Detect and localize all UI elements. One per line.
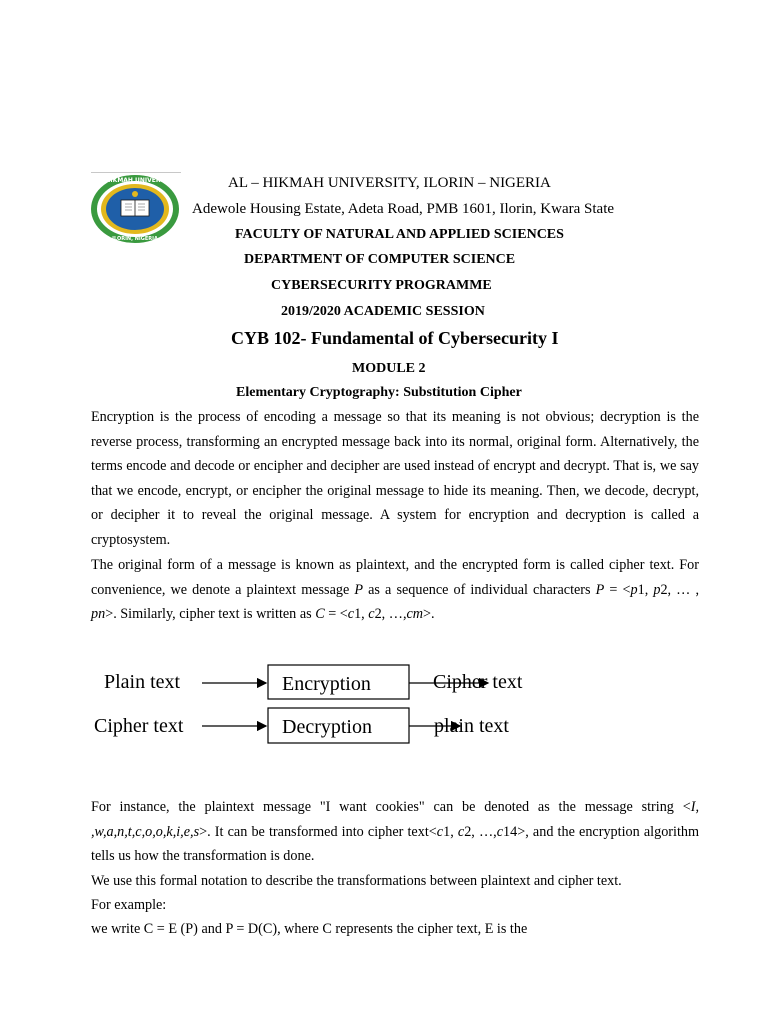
faculty-title: FACULTY OF NATURAL AND APPLIED SCIENCES (235, 227, 564, 242)
diagram-decryption-label: Decryption (282, 716, 372, 738)
diagram-cipher-text-label: Cipher text (94, 715, 184, 737)
university-name: AL – HIKMAH UNIVERSITY, ILORIN – NIGERIA (228, 175, 551, 191)
diagram-plain-text-output: plain text (434, 715, 509, 737)
paragraph-formula: we write C = E (P) and P = D(C), where C represents the cipher text, E is the (91, 921, 528, 937)
diagram-cipher-text-output: Cipher text (433, 671, 523, 693)
session-title: 2019/2020 ACADEMIC SESSION (281, 304, 485, 319)
paragraph-encryption-definition: Encryption is the process of encoding a message so that its meaning is not obvious; decryption is the reverse process, transforming an encrypted message back into its normal, original form. Alternatively, the terms encode and decode or encipher and decipher are used instead of encrypt and decrypt. That is, we say that we encode, encrypt, or encipher the original message to hide its meaning. Then, we decode, decrypt, or decipher it to reveal the original message. A system for encryption and decryption is called a cryptosystem. (91, 409, 699, 548)
encryption-decryption-diagram (88, 658, 548, 750)
university-logo (89, 172, 181, 244)
logo-bottom-text: ILORIN, NIGERIA (112, 236, 158, 242)
course-title: CYB 102- Fundamental of Cybersecurity I (231, 328, 559, 348)
paragraph-example-string: For instance, the plaintext message "I want cookies" can be denoted as the message string <I, ,w,a,n,t,c,o,o,k,i,e,s>. It can be transformed into cipher text<c1, c2, …,c14>, and the encryption algorithm tells us how the transformation is done. (91, 799, 700, 865)
paragraph-plaintext-notation: The original form of a message is known as plaintext, and the encrypted form is called cipher text. For convenience, we denote a plaintext message P as a sequence of individual characters P = <p1, p2, … , pn>. Similarly, cipher text is written as C = <c1, c2, …,cm>. (91, 557, 700, 623)
programme-title: CYBERSECURITY PROGRAMME (271, 278, 492, 293)
paragraph-for-example: For example: (91, 897, 167, 913)
logo-top-text: AL-HIKMAH UNIVERSITY (94, 177, 176, 184)
department-title: DEPARTMENT OF COMPUTER SCIENCE (244, 252, 516, 267)
diagram-encryption-label: Encryption (282, 673, 371, 695)
paragraph-formal-notation: We use this formal notation to describe the transformations between plaintext and cipher text. (91, 873, 622, 889)
diagram-plain-text-label: Plain text (104, 671, 181, 693)
university-address: Adewole Housing Estate, Adeta Road, PMB 1601, Ilorin, Kwara State (192, 201, 615, 217)
topic-title: Elementary Cryptography: Substitution Cipher (236, 385, 522, 400)
module-title: MODULE 2 (352, 361, 426, 376)
